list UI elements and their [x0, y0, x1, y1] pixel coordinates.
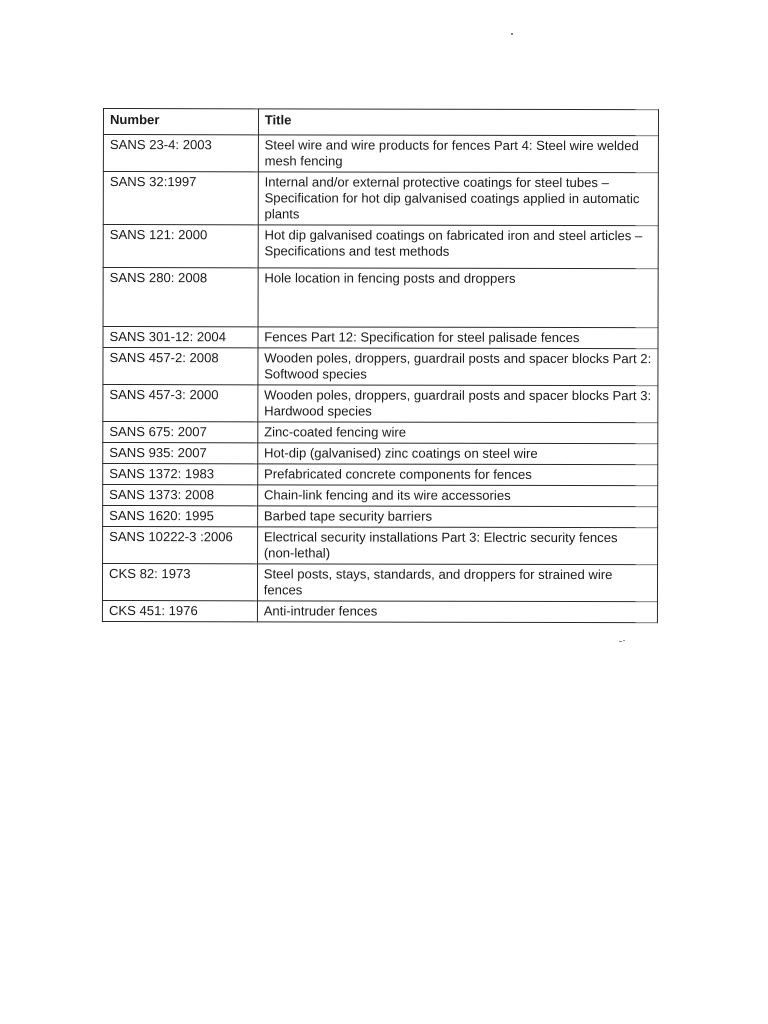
- table-header-row: [103, 109, 658, 136]
- table-row: [103, 527, 658, 565]
- standard-title-cell: Zinc-coated fencing wire: [258, 422, 658, 444]
- table-row: [103, 422, 658, 444]
- column-header-title: Title: [258, 109, 658, 136]
- standard-title-cell: Wooden poles, droppers, guardrail posts and spacer blocks Part 3: Hardwood species: [258, 385, 658, 423]
- standard-number-cell: SANS 23-4: 2003: [103, 135, 258, 172]
- table-row: [103, 464, 658, 486]
- table-row: [103, 172, 658, 226]
- standard-number-cell: SANS 10222-3 :2006: [103, 527, 258, 564]
- standard-number-cell: SANS 301-12: 2004: [103, 327, 258, 348]
- standard-title-cell: Prefabricated concrete components for fences: [257, 464, 657, 486]
- table-row: [103, 268, 658, 328]
- table-row: [103, 348, 658, 386]
- table-row: [102, 564, 657, 602]
- standard-title-cell: Internal and/or external protective coatings for steel tubes – Specification for hot dip galvanised coatings applied in automatic plants: [258, 172, 658, 226]
- standard-number-cell: CKS 451: 1976: [102, 600, 257, 621]
- standard-number-cell: SANS 457-3: 2000: [103, 385, 258, 422]
- table-row: [103, 385, 658, 423]
- standard-title-cell: Barbed tape security barriers: [257, 506, 657, 528]
- table-row: [103, 506, 658, 528]
- standard-number-cell: SANS 121: 2000: [103, 225, 258, 268]
- standard-number-cell: SANS 1372: 1983: [103, 464, 258, 485]
- standard-title-cell: Chain-link fencing and its wire accessories: [257, 485, 657, 507]
- scan-speck: [623, 640, 625, 641]
- standard-title-cell: Hot dip galvanised coatings on fabricated iron and steel articles – Specifications and test methods: [258, 225, 658, 269]
- standard-number-cell: SANS 457-2: 2008: [103, 348, 258, 385]
- standard-title-cell: Steel wire and wire products for fences Part 4: Steel wire welded mesh fencing: [258, 135, 658, 173]
- standard-title-cell: Fences Part 12: Specification for steel palisade fences: [258, 327, 658, 349]
- standard-title-cell: Hole location in fencing posts and droppers: [258, 268, 658, 328]
- standard-title-cell: Hot-dip (galvanised) zinc coatings on steel wire: [258, 443, 658, 465]
- table-row: [103, 225, 658, 269]
- table-body: [102, 135, 658, 623]
- column-header-number: Number: [103, 109, 258, 135]
- standard-title-cell: Electrical security installations Part 3: Electric security fences (non-lethal): [257, 527, 657, 565]
- standard-title-cell: Steel posts, stays, standards, and droppers for strained wire fences: [257, 564, 657, 602]
- table-row: [103, 485, 658, 507]
- scan-speck: [619, 641, 622, 642]
- table-row: [103, 135, 658, 173]
- table-row: [103, 327, 658, 349]
- standard-title-cell: Wooden poles, droppers, guardrail posts and spacer blocks Part 2: Softwood species: [258, 348, 658, 386]
- standard-number-cell: SANS 1373: 2008: [103, 485, 258, 506]
- table-row: [103, 443, 658, 465]
- standard-number-cell: SANS 675: 2007: [103, 422, 258, 443]
- standard-number-cell: SANS 935: 2007: [103, 443, 258, 464]
- standard-number-cell: SANS 280: 2008: [103, 268, 258, 327]
- scan-speck: [511, 33, 513, 35]
- standards-table: [102, 108, 659, 623]
- standard-title-cell: Anti-intruder fences: [257, 601, 657, 623]
- standard-number-cell: CKS 82: 1973: [102, 564, 257, 601]
- standard-number-cell: SANS 32:1997: [103, 172, 258, 225]
- table-row: [102, 600, 657, 622]
- standard-number-cell: SANS 1620: 1995: [103, 506, 258, 527]
